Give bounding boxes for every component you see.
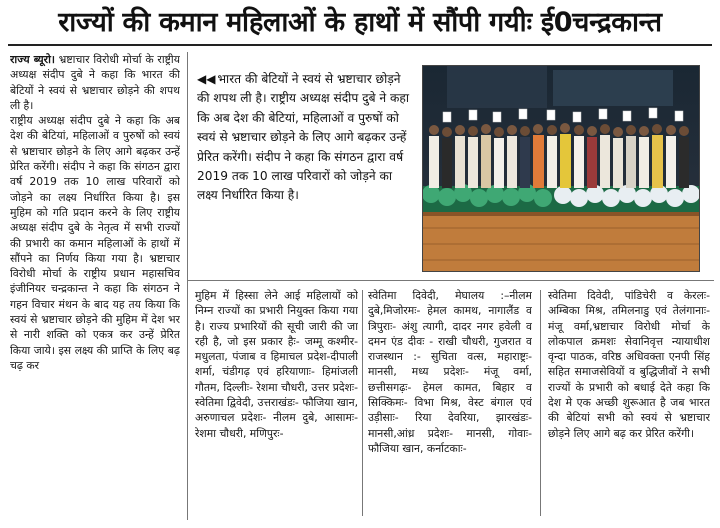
event-photo	[422, 65, 700, 272]
section-divider	[188, 280, 714, 281]
article-column-4	[548, 288, 710, 516]
column-divider	[362, 290, 363, 516]
lead-paragraph	[10, 52, 180, 113]
column-divider	[187, 52, 188, 520]
column-4-text: स्वेतिमा दिवेदी, पांडिचेरी व केरलः- अम्बिका मिश्र, तमिलनाडु एवं तेलंगानाः- मंजू वर्मा,भ्रष्टाचार विरोधी मोर्चा के लोकपाल क्रमशः सेवानिवृत्त न्यायाधीश वृन्दा पाठक, वरिष्ठ अधिवक्ता एनपी सिंह सहित समाजसेवियों व बुद्धिजीवों ने सभी राज्यों के प्रभारी को बधाई देते कहा कि देश मे एक अच्छी शुरूआत है जब भारत की बेटियां सभी को स्वयं से भ्रष्टाचार छोड़ने लिए आगे बढ़ कर प्रेरित करेंगी।	[548, 289, 710, 440]
article-column-1	[10, 52, 180, 522]
article-column-2	[195, 288, 358, 516]
column-divider	[540, 290, 541, 516]
pull-quote	[197, 70, 415, 206]
body-paragraph: राष्ट्रीय अध्यक्ष संदीप दुबे ने कहा कि अब देश की बेटियां, महिलाओं व पुरुषों को स्वयं से भ्रष्टाचार छोड़ने के लिए आगे बढ़कर उन्हें प्रेरित करेंगी। संदीप ने कहा कि संगठन द्वारा वर्ष 2019 तक 10 लाख परिवारों को जोड़ने का लक्ष्य निर्धारित किया है। इस मुहिम को गति प्रदान करने के लिए राष्ट्रीय अध्यक्ष संदीप दुबे के नेतृत्व में सभी राज्यों की प्रभारी का कमान महिलाओं के हाथों में सौंपने का निर्णय किया गया है। भ्रष्टाचार विरोधी मोर्चा के राष्ट्रीय प्रधान महासचिव इंजीनियर चन्द्रकान्त ने कहा कि संगठन ने गहन विचार मंथन के बाद यह तय किया कि स्वयं से भ्रष्टाचार छोड़ने की मुहिम में देश भर से नारी शक्ति को एकत्र कर उन्हें प्रेरित किया जाये। इस लक्ष्य की प्राप्ति के लिए बढ़ चढ़ कर	[10, 114, 180, 372]
pull-quote-text: भारत की बेटियों ने स्वयं से भ्रष्टाचार छोड़ने की शपथ ली है। राष्ट्रीय अध्यक्ष संदीप दुबे ने कहा कि अब देश की बेटियां, महिलाओं व पुरुषों को स्वयं से भ्रष्टाचार छोड़ने के लिए आगे बढ़कर उन्हें प्रेरित करेंगी। संदीप ने कहा कि संगठन द्वारा वर्ष 2019 तक 10 लाख परिवारों को जोड़ने का लक्ष्य निर्धारित किया है।	[197, 72, 410, 203]
lead-text: भ्रष्टाचार विरोधी मोर्चा के राष्ट्रीय अध्यक्ष संदीप दुबे ने कहा कि भारत की बेटियों ने स्वयं से भ्रष्टाचार छोड़ने की शपथ ली है।	[10, 53, 180, 112]
dateline: राज्य ब्यूरो।	[10, 53, 55, 66]
column-2-text: मुहिम में हिस्सा लेने आई महिलायों को निम्न राज्यों का प्रभारी नियुक्त किया गया है। राज्य प्रभारियों की सूची जारी की जा रही है, जो इस प्रकार हैः- जम्मू कश्मीर- मधुलता, पंजाब व हिमाचल प्रदेश-दीपाली शर्मा, चंडीगढ़ एवं हरियाणाः- हिमांजली गौतम, दिल्लीः- रेशमा चौधरी, उत्तर प्रदेशः-स्वेतिमा द्विवेदी, उत्तराखंडः- फौजिया खान, अरुणाचल प्रदेशः- नीलम दुबे, आसामः- रेशमा चौधरी, मणिपुरः-	[195, 289, 358, 440]
headline-rule	[8, 44, 712, 46]
article-column-3	[368, 288, 532, 516]
headline: राज्यों की कमान महिलाओं के हाथों में सौंपी गयीः ई0चन्द्रकान्त	[58, 7, 662, 38]
event-photo-image	[423, 66, 699, 271]
quote-mark-icon: ◀◀	[197, 72, 216, 86]
column-3-text: स्वेतिमा दिवेदी, मेघालय :–नीलम दुबे,मिजोरमः- हेमल कामथ, नागालैंड व त्रिपुराः- अंशु त्यागी, दादर नगर हवेली व दमन एंड दीवः - राखी चौधरी, गुजरात व राजस्थान :- सुचिता वत्स, महाराष्ट्रः-मानसी, मध्य प्रदेशः- मंजू वर्मा, छत्तीसगढ़ः- हेमल कामत, बिहार व सिक्किमः- विभा मिश्र, वेस्ट बंगाल एवं उड़ीसाः- रिया देवरिया, झारखंडः- मानसी,आंध्र प्रदेशः- मानसी, गोवाः- फौजिया खान, कर्नाटकाः-	[368, 289, 532, 455]
